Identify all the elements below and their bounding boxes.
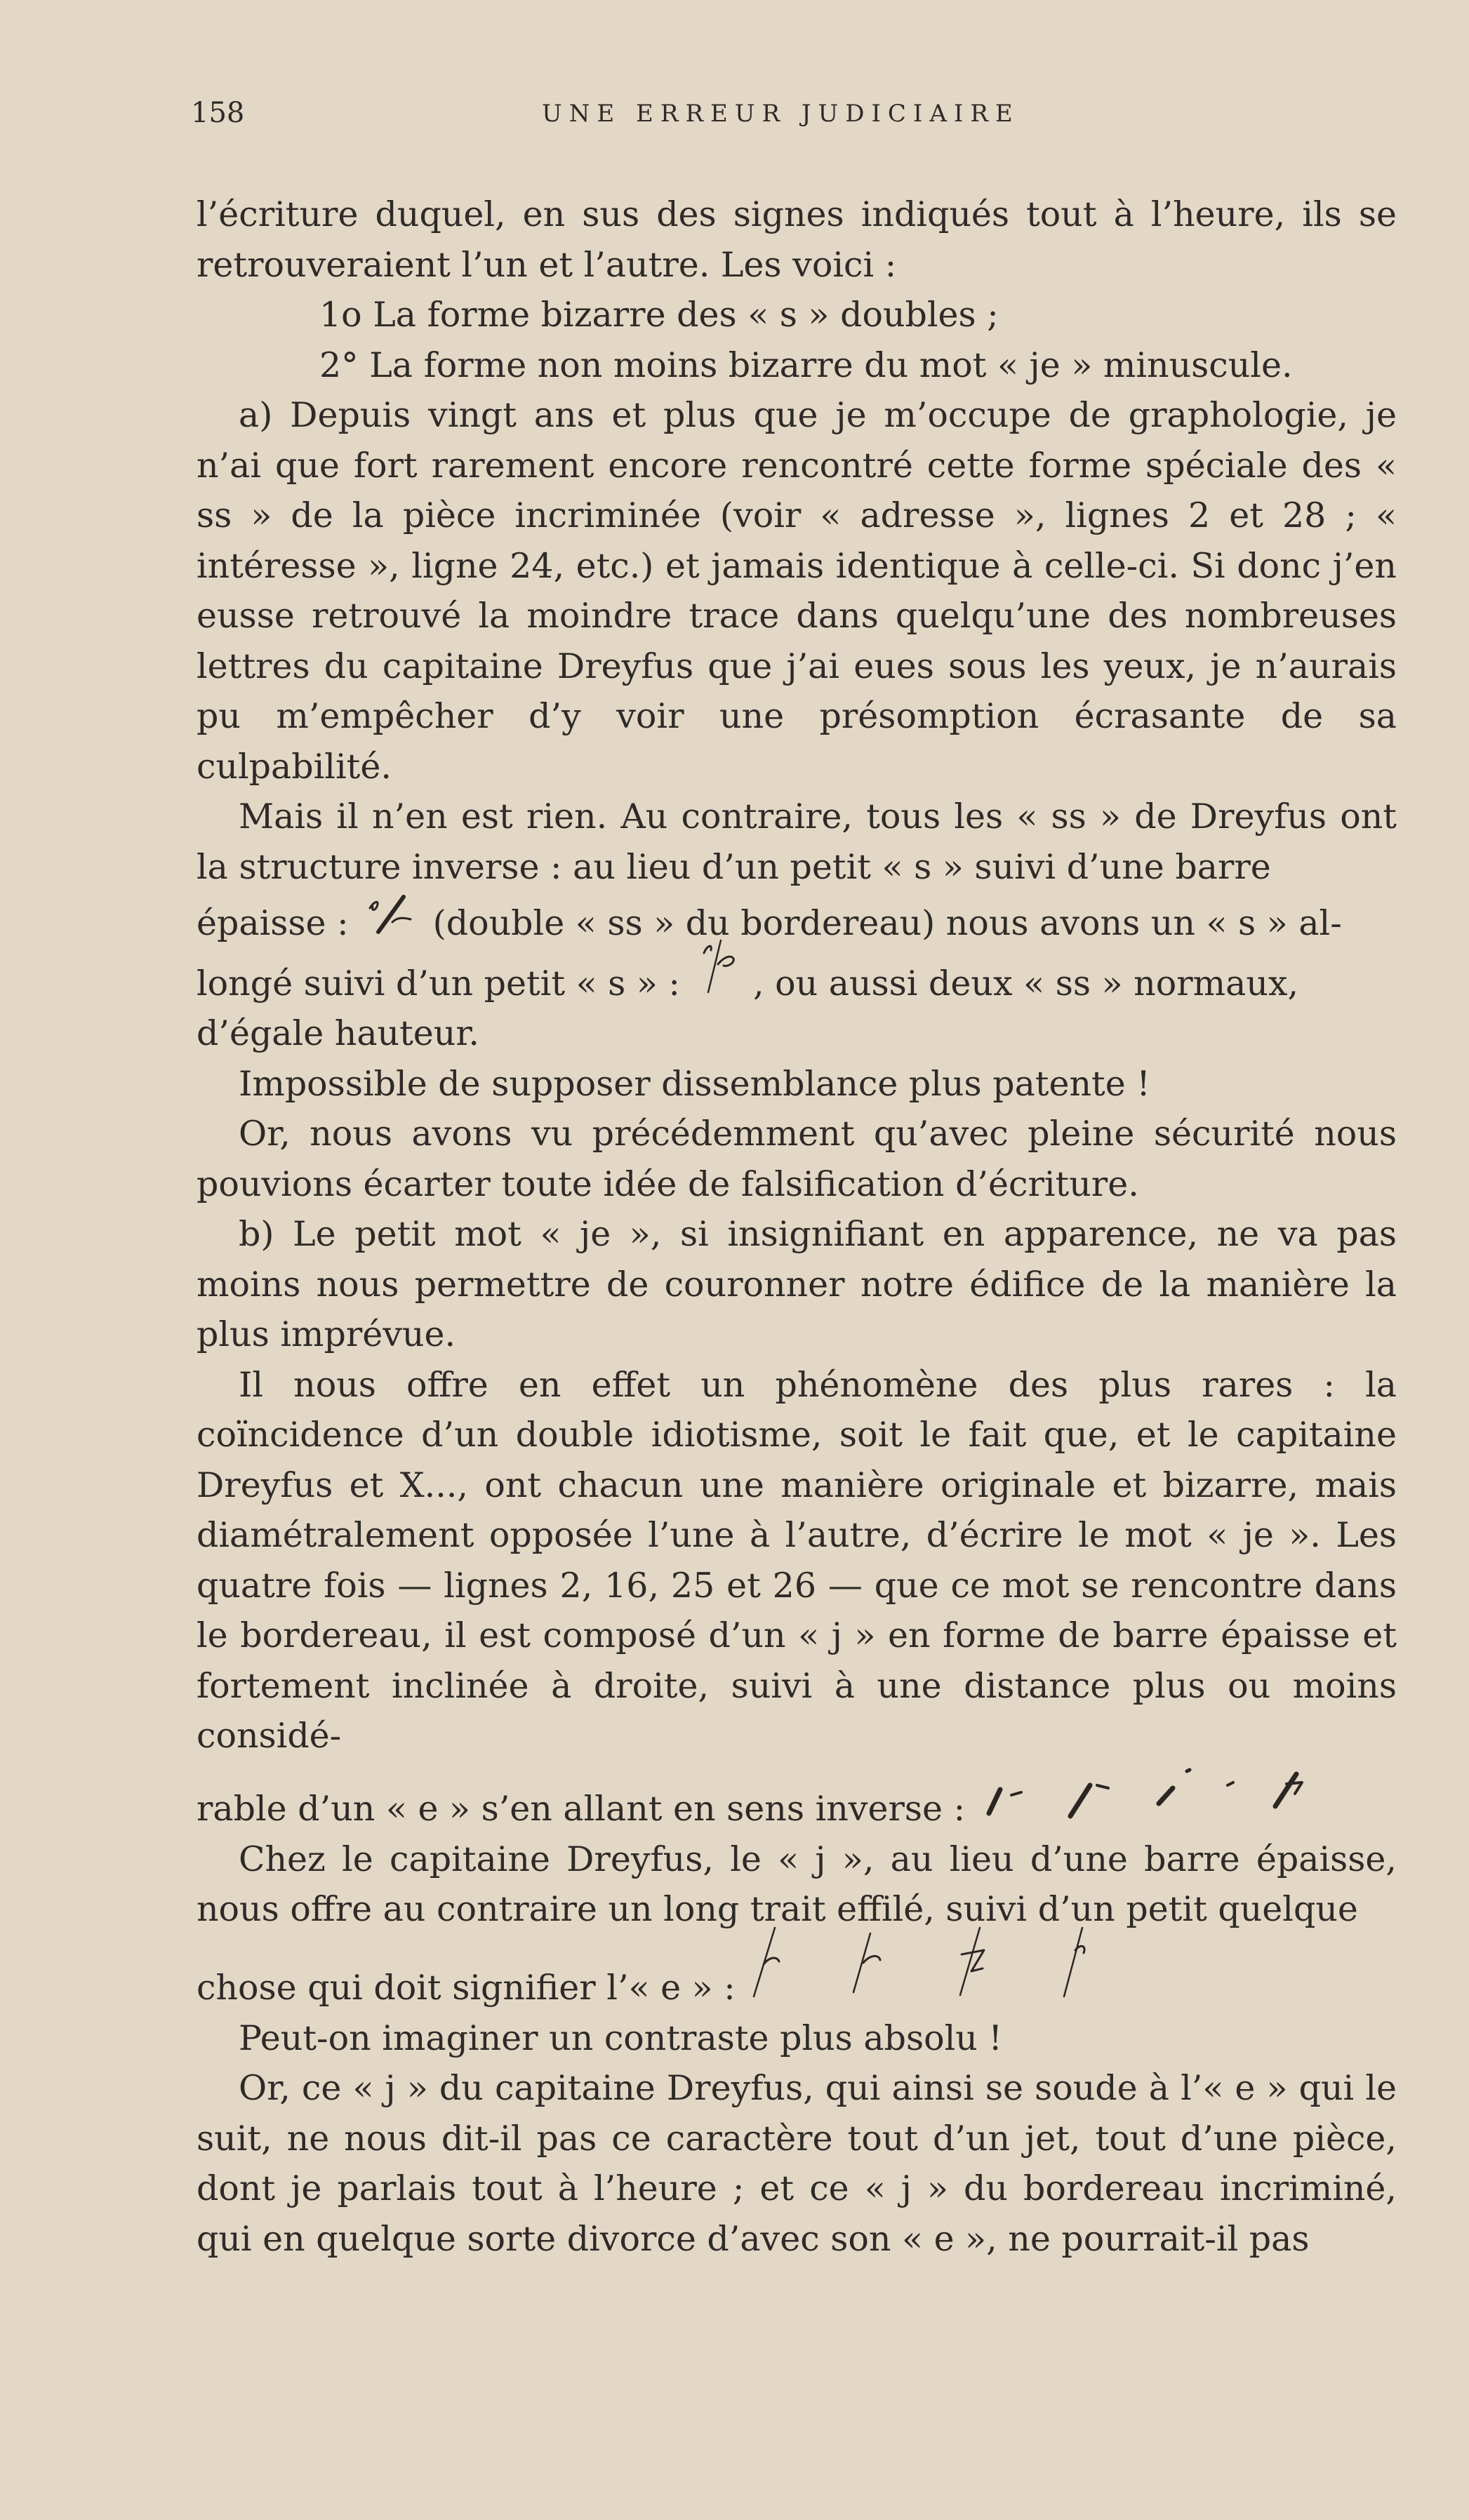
ss-dreyfus-glyph-icon: [690, 931, 743, 1009]
ss-bordereau-glyph-icon: [364, 890, 415, 949]
je-bordereau-glyphs-icon: [979, 1757, 1386, 1834]
paragraph-peut: Peut-on imaginer un contraste plus absolu !: [239, 2018, 1003, 2058]
running-head: [191, 97, 1398, 139]
paragraph-impossible: Impossible de supposer dissemblance plus patente !: [239, 1063, 1151, 1104]
paragraph-mais-line3: [197, 948, 1397, 1008]
body-text: [197, 189, 1397, 2264]
paragraph-intro: l’écriture duquel, en sus des signes indiqués tout à l’heure, ils se retrouveraient l’un et l’autre. Les voici :: [197, 194, 1397, 285]
paragraph-mais-line4: d’égale hauteur.: [197, 1013, 479, 1053]
paragraph-final: Or, ce « j » du capitaine Dreyfus, qui ainsi se soude à l’« e » qui le suit, ne nous dit-il pas ce caractère tout d’un jet, tout d’une pièce, dont je parlais tout à l’heure ; et ce « j » du bordereau incriminé, qui en quelque sorte divorce d’avec son « e », ne pourrait-il pas: [197, 2068, 1397, 2259]
page-number: 158: [191, 97, 245, 129]
text-epaisse: épaisse :: [197, 902, 349, 943]
paragraph-il-last-line: [197, 1761, 1397, 1834]
paragraph-chez: Chez le capitaine Dreyfus, le « j », au lieu d’une barre épaisse, nous offre au contraire un long trait effilé, suivi d’un petit quelque: [197, 1839, 1397, 1929]
paragraph-or: Or, nous avons vu précédemment qu’avec pleine sécurité nous pouvions écarter toute idée de falsification d’écriture.: [197, 1114, 1397, 1204]
je-dreyfus-glyphs-icon: [750, 1922, 1115, 2013]
paragraph-chez-last-line: [197, 1935, 1397, 2013]
paragraph-b: b) Le petit mot « je », si insignifiant en apparence, ne va pas moins nous permettre de couronner notre édifice de la manière la plus imprévue.: [197, 1214, 1397, 1354]
text-ou-aussi: , ou aussi deux « ss » normaux,: [752, 963, 1299, 1004]
paragraph-mais-line2: [197, 892, 1397, 948]
enum-item-2: 2° La forme non moins bizarre du mot « je » minuscule.: [319, 345, 1293, 385]
paragraph-a: a) Depuis vingt ans et plus que je m’occupe de graphologie, je n’ai que fort rarement encore rencontré cette forme spéciale des « ss » de la pièce incriminée (voir « adresse », lignes 2 et 28 ; « intéresse », ligne 24, etc.) et jamais identique à celle-ci. Si donc j’en eusse retrouvé la moindre trace dans quelqu’une des nombreuses lettres du capitaine Dreyfus que j’ai eues sous les yeux, je n’aurais pu m’empêcher d’y voir une présomption écrasante de sa culpabilité.: [197, 395, 1397, 787]
paragraph-mais-line1: Mais il n’en est rien. Au contraire, tous les « ss » de Dreyfus ont la structure inverse : au lieu d’un petit « s » suivi d’une barre: [197, 796, 1397, 887]
text-double-ss: (double « ss » du bordereau) nous avons un « s » al-: [432, 902, 1342, 943]
text-rable: rable d’un « e » s’en allant en sens inverse :: [197, 1789, 966, 1829]
text-chose: chose qui doit signifier l’« e » :: [197, 1968, 736, 2008]
running-title: UNE ERREUR JUDICIAIRE: [542, 100, 1020, 128]
enum-item-1: 1o La forme bizarre des « s » doubles ;: [319, 295, 999, 335]
text-allonge: longé suivi d’un petit « s » :: [197, 963, 680, 1004]
paragraph-il: Il nous offre en effet un phénomène des plus rares : la coïncidence d’un double idiotisme, soit le fait que, et le capitaine Dreyfus et X..., ont chacun une manière originale et bizarre, mais diamétralement opposée l’une à l’autre, d’écrire le mot « je ». Les quatre fois — lignes 2, 16, 25 et 26 — que ce mot se rencontre dans le bordereau, il est composé d’un « j » en forme de barre épaisse et fortement inclinée à droite, suivi à une distance plus ou moins considé-: [197, 1364, 1397, 1756]
